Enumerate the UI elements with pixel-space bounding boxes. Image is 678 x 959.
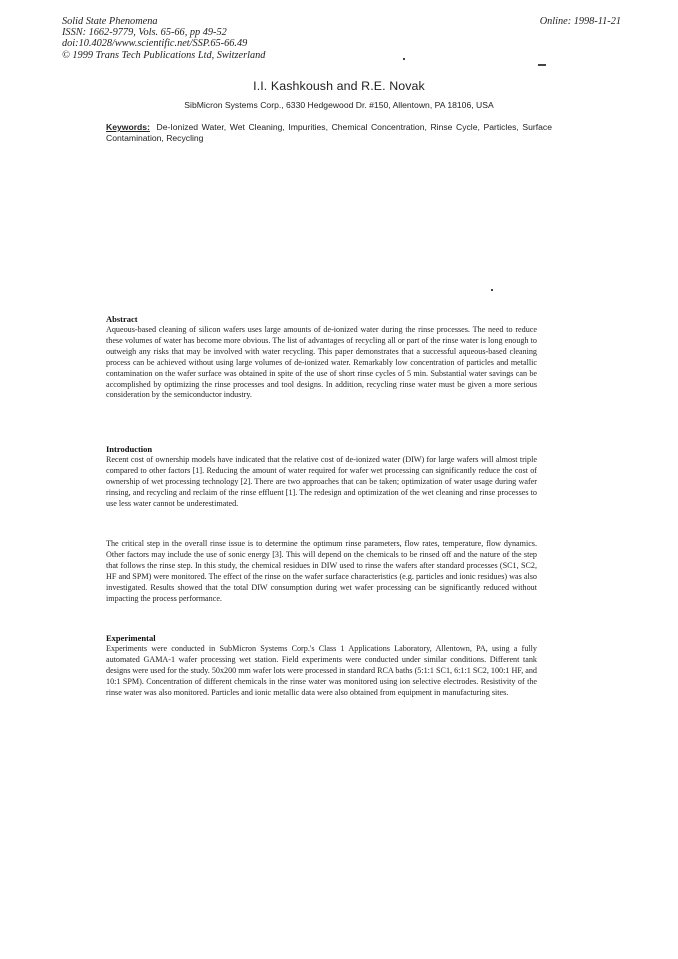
- scan-speck: [538, 64, 546, 66]
- journal-name: Solid State Phenomena: [62, 16, 158, 27]
- introduction-paragraph-1: Recent cost of ownership models have indicated that the relative cost of de-ionized water (DIW) for large wafers will almost triple compared to other factors [1]. Reducing the amount of water required for wafer wet processing can significantly reduce the cost of ownership of wet processing technology [2]. There are two approaches that can be taken; optimization of water usage during wafer rinsing, and recycling and reclaim of the rinse effluent [1]. The redesign and optimization of the wet cleaning and rinse processes to use less water cannot be underestimated.: [106, 455, 537, 508]
- experimental-heading: Experimental: [106, 633, 156, 643]
- scan-speck: [403, 58, 405, 60]
- issn-line: ISSN: 1662-9779, Vols. 65-66, pp 49-52: [62, 27, 227, 39]
- introduction-heading: Introduction: [106, 444, 153, 454]
- paper-affiliation: SibMicron Systems Corp., 6330 Hedgewood Dr. #150, Allentown, PA 18106, USA: [184, 100, 494, 110]
- experimental-text: Experiments were conducted in SubMicron Systems Corp.'s Class 1 Applications Laboratory, Allentown, PA, using a fully automated GAMA-1 wafer processing wet station. Field experiments were conducted under similar conditions. Different tank designs were used for the study. 50x200 mm wafer lots were processed in standard RCA baths (5:1:1 SC1, 6:1:1 SC2, 100:1 HF, and 10:1 SPM). Concentration of different chemicals in the rinse water was monitored using ion selective electrodes. Resistivity of the rinse water was also monitored. Particles and ionic metallic data were also obtained from equipment in manufacturing sites.: [106, 644, 537, 697]
- publication-info: [62, 16, 265, 61]
- abstract-heading: Abstract: [106, 314, 138, 324]
- abstract-section: [106, 314, 537, 401]
- doi-line: doi:10.4028/www.scientific.net/SSP.65-66.49: [62, 38, 248, 50]
- keywords-label: Keywords:: [106, 122, 150, 132]
- scan-speck: [491, 289, 493, 291]
- copyright-line: © 1999 Trans Tech Publications Ltd, Switzerland: [62, 49, 266, 61]
- abstract-text: Aqueous-based cleaning of silicon wafers uses large amounts of de-ionized water during the rinse processes. The need to reduce these volumes of water has become more obvious. The list of advantages of recycling all or part of the rinse water is long enough to outweigh any risks that may be involved with water recycling. This paper demonstrates that a successful aqueous-based cleaning process can be achieved without using large volumes of de-ionized water. Remarkably low concentration of particles and metallic contamination on the wafer surface was obtained in spite of the use of short rinse cycles of 5 min. Substantial water savings can be accomplished by optimizing the rinse processes and tool designs. In addition, recycling rinse water must be given a more serious consideration by the semiconductor industry.: [106, 325, 537, 400]
- keywords-block: [106, 122, 552, 143]
- introduction-section: [106, 444, 537, 510]
- keywords-list: De-Ionized Water, Wet Cleaning, Impurities, Chemical Concentration, Rinse Cycle, Particles, Surface Contamination, Recycling: [106, 122, 552, 143]
- experimental-section: [106, 633, 537, 699]
- paper-authors: I.I. Kashkoush and R.E. Novak: [253, 79, 425, 93]
- introduction-paragraph-2: The critical step in the overall rinse issue is to determine the optimum rinse parameters, flow rates, temperature, flow dynamics. Other factors may include the use of sonic energy [3]. This will depend on the chemicals to be rinsed off and the nature of the step that follows the rinse step. In this study, the chemical residues in DIW used to rinse the wafers after standard processes (SC1, SC2, HF and SPM) were monitored. The effect of the rinse on the wafer surface characteristics (e.g. particles and ionic residues) was also investigated. Results showed that the total DIW consumption during wet wafer processing can be significantly reduced without impacting the process performance.: [106, 539, 537, 603]
- online-date: Online: 1998-11-21: [539, 16, 621, 27]
